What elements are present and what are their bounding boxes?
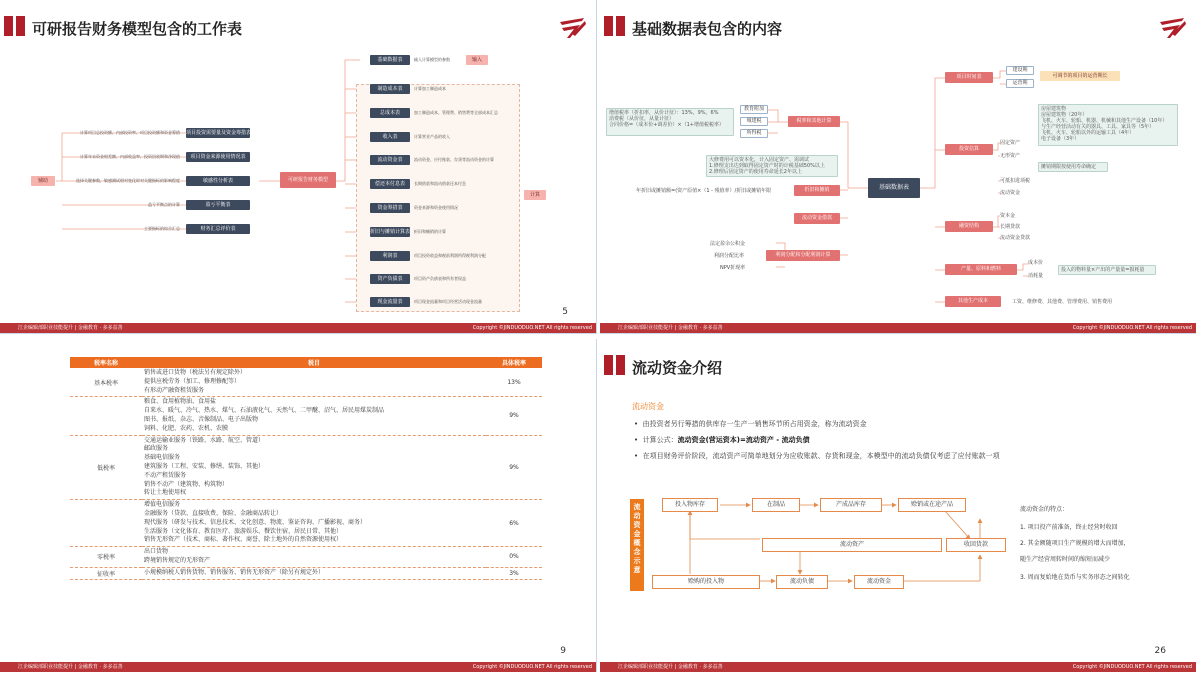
tax-items-cell <box>142 500 486 547</box>
center-node: 可研报告财务模型 <box>280 172 336 188</box>
slide-title: 基础数据表包含的内容 <box>632 20 783 38</box>
rate-name-cell: 低税率 <box>70 435 142 500</box>
right-node: 折旧与摊销计算表 <box>370 229 411 235</box>
tax-item: 销售无形资产（技术、商标、著作权、商誉、除土地外的自然资源使用权） <box>144 536 343 544</box>
tax-item: 跨境销售规定的无形资产 <box>144 556 211 564</box>
sub-cost-price: 成本价 <box>1028 260 1044 266</box>
footer-bar <box>600 662 1196 672</box>
table-row <box>70 567 542 579</box>
rate-name-cell <box>70 397 142 435</box>
input-label: 输入 <box>466 55 488 65</box>
tax-item: 自来水、暖气、冷气、热水、煤气、石油液化气、天然气、二甲醚、沼气、居民用煤炭制品 <box>144 407 385 415</box>
tax-items-cell <box>142 397 486 435</box>
note-line: 增值税率（折扣率，从价计征）：13%，9%，6% <box>609 110 719 116</box>
tax-item: 销售不动产（建筑物、构筑物） <box>144 480 229 488</box>
col-tax-item: 税目 <box>142 357 486 368</box>
right-node-desc: 资金来源和资金使用情况 <box>414 205 458 210</box>
schedule-note: 可调节的项目的运营期长 <box>1040 71 1120 81</box>
sub-deductible-vat: 可抵扣进项税 <box>1000 178 1031 184</box>
left-node: 敏感性分析表 <box>186 176 250 186</box>
rate-value-cell: 3% <box>486 567 542 579</box>
right-node-desc: 折旧和摊销的计算 <box>414 229 446 234</box>
vertical-label-char: 念 <box>633 548 641 556</box>
sub-long-loan: 长期贷款 <box>1000 224 1021 230</box>
tax-item: 图书、报纸、杂志、音像制品、电子出版物 <box>144 415 259 423</box>
section-subtitle: 流动资金 <box>632 402 664 411</box>
flow-finished-goods: 产成品库存 <box>820 498 882 512</box>
tax-items-cell <box>142 547 486 568</box>
right-node: 收入表 <box>370 132 410 142</box>
right-node-desc: 加工制造成本、管理费、销售费等全部成本汇总 <box>414 110 498 115</box>
right-node: 现金流量表 <box>370 297 410 307</box>
bullet-text: 计算公式： <box>642 436 678 444</box>
tax-rate-note <box>606 108 734 136</box>
right-node: 资产负债表 <box>370 274 410 284</box>
flow-credit-purchase: 赊购的投入物 <box>652 575 760 589</box>
group-tax: 税率和其他计算 <box>788 116 840 127</box>
slide-title: 流动资金介绍 <box>632 359 723 377</box>
note-line: 与生产经营活动有关的器具、工具、家具等（5年） <box>1041 124 1155 130</box>
right-node-desc: 输入计算模型的参数 <box>414 57 450 62</box>
slide-vat-table <box>0 339 597 672</box>
sub-build-period: 建设期 <box>1006 66 1034 75</box>
right-node: 制造成本表 <box>370 84 410 94</box>
vertical-label-char: 资 <box>633 521 641 529</box>
rate-value-cell: 9% <box>486 397 542 435</box>
vertical-label-char: 意 <box>633 566 641 574</box>
flow-collection: 收回货款 <box>946 538 1006 552</box>
note-line: 1.修理支出达到取得固定资产时的计税基础50%以上 <box>709 163 825 169</box>
feature-item: 随生产经营周转时间的缩短而减少 <box>1020 556 1111 563</box>
page-number: 26 <box>1154 646 1166 656</box>
bullet-definition: • 由投资者另行筹措的供库存一生产一销售环节所占用资金，称为流动资金 <box>634 420 867 428</box>
left-node: 项目投资需要量及资金筹措表 <box>186 130 252 136</box>
right-node-desc: 计算营业产品的收入 <box>414 134 450 139</box>
footer-left-text: 江企编辑部职业技能提升 | 金融教育 · 多多益善 <box>18 325 123 331</box>
sub-npv-rate: NPV折现率 <box>720 265 746 271</box>
right-node-desc: 项目现金流量和项目经营活动现金流量 <box>414 299 482 304</box>
footer-right-text: Copyright ©JINDUODUO.NET All rights reserved <box>1072 325 1192 331</box>
bullet-text: 由投资者另行筹措的供库存一生产一销售环节所占用资金，称为流动资金 <box>642 420 867 428</box>
flow-working-capital: 流动资金 <box>854 575 904 589</box>
col-rate-value: 具体税率 <box>486 357 542 368</box>
rate-value-cell: 9% <box>486 435 542 500</box>
table-body <box>70 368 542 579</box>
footer-left-text: 江企编辑部职业技能提升 | 金融教育 · 多多益善 <box>618 325 723 331</box>
flow-input-inventory: 投入物库存 <box>662 498 718 512</box>
sub-operate-period: 运营期 <box>1006 79 1034 88</box>
note-head: 房屋建筑物 <box>1041 106 1067 112</box>
footer-right-text: Copyright ©JINDUODUO.NET All rights reserved <box>1072 664 1192 670</box>
sub-liquid-fund: 流动资金 <box>1000 190 1021 196</box>
tax-item: 邮政服务 <box>144 445 169 453</box>
rate-name-cell <box>70 500 142 547</box>
note-line: 房屋建筑物（20年） <box>1041 112 1088 118</box>
note-line: 飞机、火车、轮船以外的运输工具（4年） <box>1041 130 1135 136</box>
formula-text: 流动资金(营运资本)=流动资产 - 流动负债 <box>677 436 810 444</box>
amortize-note: 摊销期限按使用寿命确定 <box>1038 162 1108 172</box>
rate-name-cell: 征收率 <box>70 567 142 579</box>
tax-item: 现代服务（研发与技术、信息技术、文化创意、物流、鉴证咨询、广播影视、商务） <box>144 518 367 526</box>
left-node-desc: 盈亏平衡点的计算 <box>148 202 180 207</box>
table-row <box>70 397 542 435</box>
group-profit: 利润分配和分配利润计算 <box>766 250 840 261</box>
slide-base-data <box>600 0 1196 334</box>
tax-item: 交通运输业服务（铁路、水路、航空、管道） <box>144 436 265 444</box>
footer-bar <box>0 323 596 333</box>
tax-items-cell <box>142 567 486 579</box>
tax-item: 基础电信服务 <box>144 454 181 462</box>
right-node: 利润表 <box>370 251 410 261</box>
group-working-capital-loan: 流动资金借款 <box>794 213 840 224</box>
right-node: 资金筹措表 <box>370 203 410 213</box>
vat-rate-table <box>70 357 542 580</box>
table-row <box>70 547 542 568</box>
tax-item: 生活服务（文化体育、教育医疗、旅游娱乐、餐饮住宿、居民日常、其他） <box>144 527 343 535</box>
footer-bar <box>600 323 1196 333</box>
sub-edu-surcharge: 教育附加 <box>740 105 768 114</box>
tax-item: 提供应税劳务（加工、修理修配等） <box>144 377 241 385</box>
tax-item: 销售或进口货物（税法另有规定除外） <box>144 369 247 376</box>
slide-workbook-overview <box>0 0 597 334</box>
left-node: 盈亏平衡表 <box>186 200 250 210</box>
left-node-desc: 主要指标的综合汇总 <box>144 226 180 231</box>
vertical-label-char: 流 <box>633 503 641 511</box>
vertical-label-char: 示 <box>633 557 641 565</box>
group-schedule: 项目时间表 <box>945 72 993 83</box>
calc-label: 计算 <box>524 190 546 200</box>
flow-current-liabilities: 流动负债 <box>776 575 828 589</box>
vertical-label-char: 金 <box>633 530 641 538</box>
tax-item: 粮食、食用植物油、食用盐 <box>144 398 217 406</box>
tax-item: 金融服务（贷款、直接收费、保险、金融商品转让） <box>144 509 283 517</box>
left-node: 财务汇总评价表 <box>186 224 250 234</box>
other-cost-note: 工资、维修费、其他费、管理费用、销售费用 <box>1012 299 1113 305</box>
left-node: 项目资金来源使用情况表 <box>186 152 250 162</box>
sub-reserve-fund: 法定盈余公积金 <box>710 241 746 247</box>
bullet-formula: • 计算公式：流动资金(营运资本)=流动资产 - 流动负债 <box>634 436 810 444</box>
footer-right-text: Copyright ©JINDUODUO.NET All rights reserved <box>472 325 592 331</box>
sub-city-tax: 城建税 <box>740 117 768 126</box>
col-rate-name: 税率名称 <box>70 357 142 368</box>
tax-item: 不动产租赁服务 <box>144 471 187 479</box>
left-node-desc: 计算年末资金相差额、内部收益率、投资回收期和净现值 <box>80 154 180 159</box>
slide-title: 可研报告财务模型包含的工作表 <box>32 20 243 38</box>
aux-label: 辅助 <box>31 176 55 186</box>
rate-value-cell: 13% <box>486 368 542 397</box>
table-row <box>70 500 542 547</box>
slide-working-capital <box>600 339 1196 672</box>
depreciation-note <box>706 155 838 177</box>
right-node: 偿还本付息表 <box>370 179 410 189</box>
note-line: 2.修理后固定资产的使用寿命延长2年以上 <box>709 169 802 175</box>
sub-fixed-asset: 固定资产 <box>1000 140 1021 146</box>
feature-item: 3. 周而复始地在货币与实务形态之间转化 <box>1020 574 1130 581</box>
right-node-desc: 项目投资收益和税前利润所得税利润分配 <box>414 253 486 258</box>
note-line: 消费税（从价征，从量计征） <box>609 116 675 122</box>
table-row <box>70 368 542 397</box>
right-node-desc: 流动资金、应付账款、存货等流动资金的计算 <box>414 157 494 162</box>
tax-item: 建筑服务（工程、安装、修缮、装饰、其他） <box>144 462 265 470</box>
right-node: 基础数据表 <box>370 55 410 65</box>
note-line: 飞机、火车、轮船、机器、机械和其他生产设备（10年） <box>1041 118 1168 124</box>
page-number: 5 <box>562 307 568 317</box>
vertical-label-char: 概 <box>633 539 641 547</box>
footer-left-text: 江企编辑部职业技能提升 | 金融教育 · 多多益善 <box>18 664 123 670</box>
tax-item: 小规模纳税人销售货物、销售服务、销售无形资产（除另有规定外） <box>144 568 325 576</box>
group-investment: 投资估算 <box>945 144 993 155</box>
tax-item: 出口货物 <box>144 548 169 556</box>
right-node-desc: 项目资产负债表和所有者权益 <box>414 276 466 281</box>
sub-distribution-ratio: 利润分配比率 <box>714 253 745 259</box>
note-line: 电子设备（3年） <box>1041 136 1080 142</box>
page-number: 9 <box>560 646 566 656</box>
feature-item: 2. 其金额随项目生产规模的增大而增加， <box>1020 540 1130 547</box>
right-node: 流动资金表 <box>370 155 410 165</box>
tax-items-cell <box>142 435 486 500</box>
tax-items-cell <box>142 368 486 397</box>
vertical-label-char: 动 <box>633 512 641 520</box>
right-node-desc: 计算加工制造成本 <box>414 86 446 91</box>
flow-current-assets: 流动资产 <box>762 538 942 552</box>
tax-item: 饲料、化肥、农药、农机、农膜 <box>144 424 229 432</box>
footer-bar <box>0 662 596 672</box>
production-note: 投入的物料量×产出的产量量=损耗量 <box>1058 265 1156 275</box>
left-node-desc: 计算项目总投资额、内部投资率、项目投资额和资金筹措 <box>80 130 180 135</box>
right-node-desc: 长期借款和流动借款还本付息 <box>414 181 466 186</box>
tax-item: 有形动产融资租赁服务 <box>144 386 205 394</box>
flow-receivables: 赊销或在途产品 <box>898 498 966 512</box>
note-line: 大修费用可以资本化，计入固定资产、需调试 <box>709 157 810 163</box>
rate-name-cell: 基本税率 <box>70 368 142 397</box>
rate-value-cell: 6% <box>486 500 542 547</box>
sub-intangible: 无形资产 <box>1000 153 1021 159</box>
tax-item: 转让土地使用权 <box>144 489 187 497</box>
sub-consumption: 消耗量 <box>1028 273 1044 279</box>
bullet-scope: • 在项目财务评价阶段，流动资产可简单地划分为应收账款、存货和现金，本模型中的流动负债仅考虑了应付账款一项 <box>634 452 1000 460</box>
right-node: 总成本表 <box>370 108 410 118</box>
footer-left-text: 江企编辑部职业技能提升 | 金融教育 · 多多益善 <box>618 664 723 670</box>
rate-value-cell: 0% <box>486 547 542 568</box>
table-row <box>70 435 542 500</box>
flow-wip: 在制品 <box>752 498 800 512</box>
group-depreciation: 折旧和摊销 <box>794 185 840 196</box>
sub-short-loan: 流动资金贷款 <box>1000 235 1031 241</box>
invest-life-note <box>1038 104 1178 146</box>
bullet-text: 在项目财务评价阶段，流动资产可简单地划分为应收账款、存货和现金，本模型中的流动负债仅考虑了应付账款一项 <box>642 452 1000 460</box>
note-line: 合同价格=（成本价+调差价）×（1+增值税税率） <box>609 122 724 128</box>
depreciation-formula: 年折旧或摊销额=(资产原值×（1 - 残值率）/折旧或摊销年限 <box>636 188 772 194</box>
center-node: 基础数据表 <box>868 178 920 198</box>
group-finance: 融资结构 <box>945 221 993 232</box>
tax-item: 增值电信服务 <box>144 501 181 509</box>
sub-equity: 资本金 <box>1000 213 1016 219</box>
group-production: 产量、原料和燃料 <box>945 264 1017 275</box>
rate-name-cell: 零税率 <box>70 547 142 568</box>
sub-income-tax: 所得税 <box>740 129 768 138</box>
group-other-cost: 其他生产成本 <box>945 296 1001 307</box>
left-node-desc: 选择关键参数，敏感测试相对变化时对关键指标的影响程度 <box>76 178 180 183</box>
feature-item: 1. 项目投产前准备，终止经营时收回 <box>1020 524 1118 531</box>
footer-right-text: Copyright ©JINDUODUO.NET All rights reserved <box>472 664 592 670</box>
features-title: 流动资金的特点： <box>1020 506 1069 513</box>
